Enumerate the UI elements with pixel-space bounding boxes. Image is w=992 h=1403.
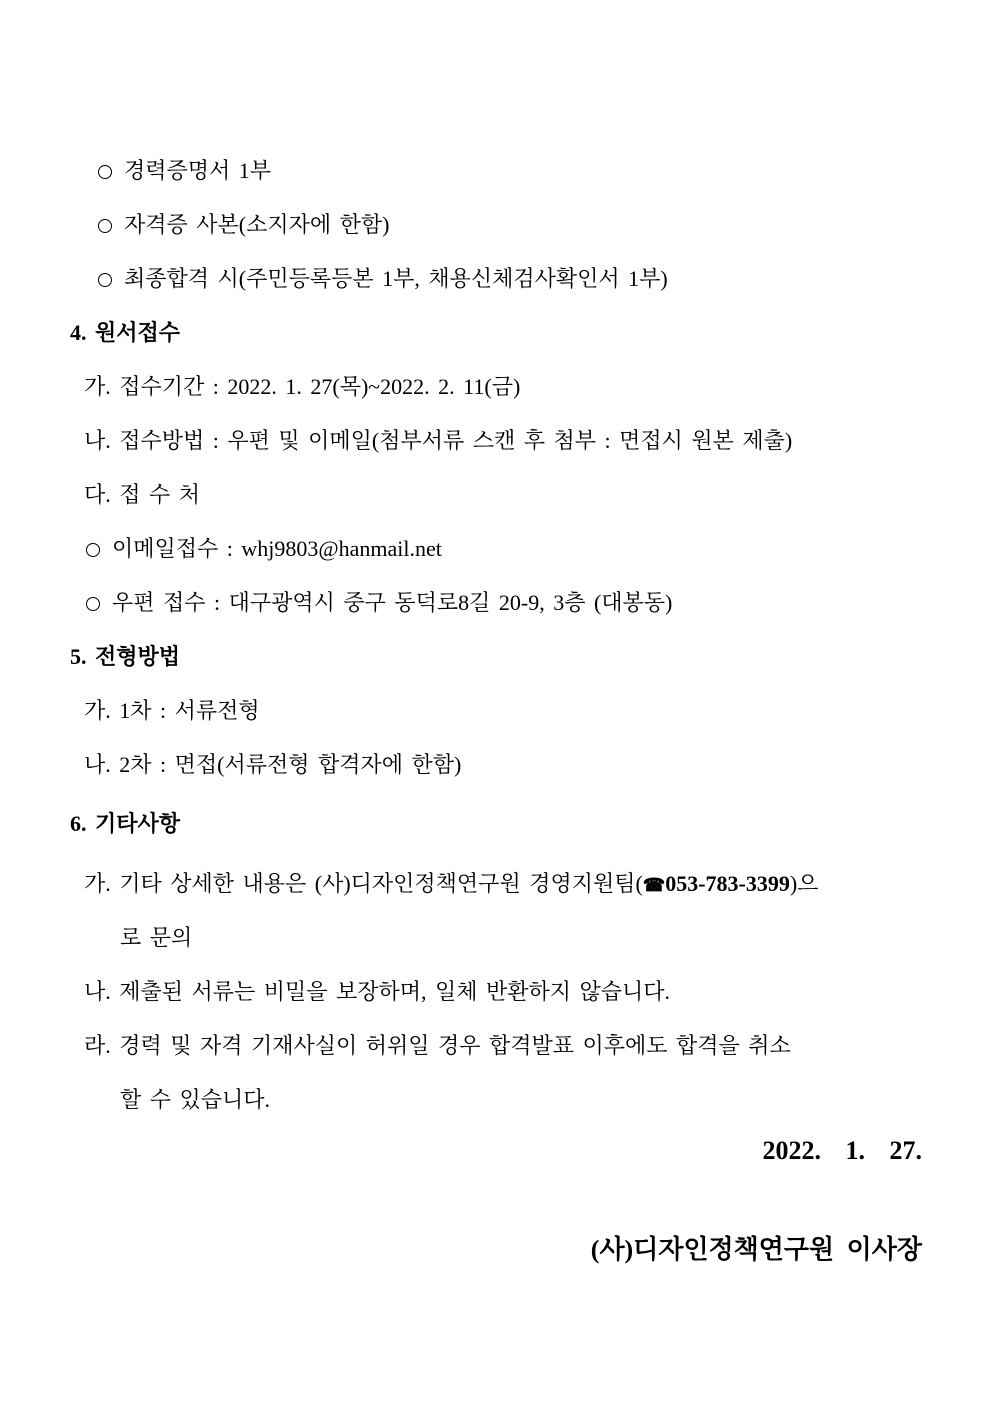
circle-bullet-icon <box>98 165 112 179</box>
other-item-inquiry-cont: 로 문의 <box>120 925 193 950</box>
circle-bullet-icon <box>86 597 100 611</box>
item-text: 자격증 사본(소지자에 한함) <box>124 212 390 237</box>
post-text: 우편 접수 : 대구광역시 중구 동덕로8길 20-9, 3층 (대봉동) <box>112 590 673 615</box>
circle-bullet-icon <box>86 543 100 557</box>
email-text: 이메일접수 : whj9803@hanmail.net <box>112 536 442 561</box>
item-text: 최종합격 시(주민등록등본 1부, 채용신체검사확인서 1부) <box>124 266 668 291</box>
other-item-inquiry: 가. 기타 상세한 내용은 (사)디자인정책연구원 경영지원팀(☎053-783-3399)으 <box>84 871 819 896</box>
section-heading: 5. 전형방법 <box>70 644 181 669</box>
application-method: 나. 접수방법 : 우편 및 이메일(첨부서류 스캔 후 첨부 : 면접시 원본 제출) <box>84 428 793 453</box>
signer: (사)디자인정책연구원 이사장 <box>590 1235 922 1264</box>
circle-bullet-icon <box>98 273 112 287</box>
circle-bullet-icon <box>98 219 112 233</box>
section-heading: 4. 원서접수 <box>70 320 181 345</box>
required-doc-item <box>98 157 271 185</box>
other-item-confidential: 나. 제출된 서류는 비밀을 보장하며, 일체 반환하지 않습니다. <box>84 979 671 1004</box>
selection-step-2: 나. 2차 : 면접(서류전형 합격자에 한함) <box>84 752 462 777</box>
section-heading: 6. 기타사항 <box>70 811 181 836</box>
item-text: 경력증명서 1부 <box>124 158 272 183</box>
required-doc-item <box>98 265 668 293</box>
document-date: 2022. 1. 27. <box>762 1136 922 1165</box>
required-doc-item <box>98 211 389 239</box>
other-item-cancel: 라. 경력 및 자격 기재사실이 허위일 경우 합격발표 이후에도 합격을 취소 <box>84 1033 791 1058</box>
other-item-cancel-cont: 할 수 있습니다. <box>120 1087 271 1112</box>
email-submission <box>86 535 442 563</box>
post-submission <box>86 589 672 617</box>
application-place: 다. 접 수 처 <box>84 482 201 507</box>
phone-number: 053-783-3399 <box>665 871 790 896</box>
application-period: 가. 접수기간 : 2022. 1. 27(목)~2022. 2. 11(금) <box>84 374 521 399</box>
selection-step-1: 가. 1차 : 서류전형 <box>84 698 260 723</box>
phone-icon: ☎ <box>642 875 666 895</box>
